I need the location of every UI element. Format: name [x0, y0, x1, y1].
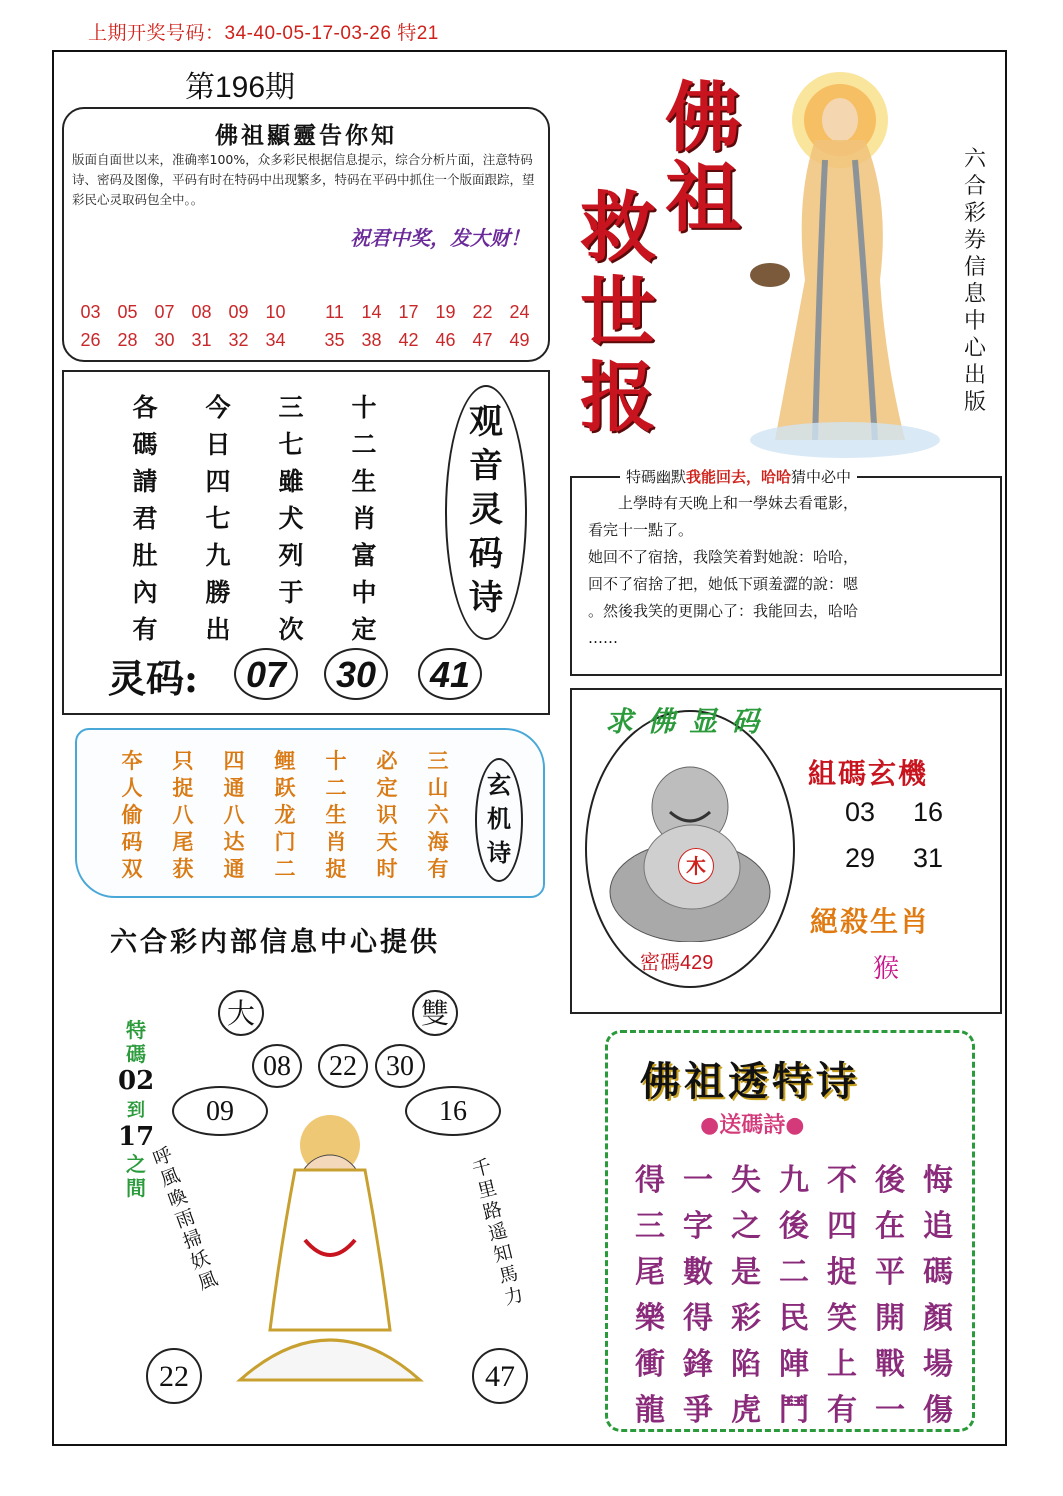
guanyin-label-char: 码: [469, 534, 503, 574]
number-cell: 30: [154, 330, 175, 350]
number-cell: 09: [228, 302, 249, 322]
xuanji-poem-char: 通: [223, 856, 245, 881]
xuanji-poem-char: 捉: [172, 775, 194, 800]
number-row-2-left: [72, 330, 294, 351]
element-badge: 木: [678, 848, 714, 884]
xuanji-poem-char: 肖: [325, 829, 347, 854]
guanyin-poem-char: 勝: [205, 578, 231, 607]
guanyin-poem-char: 日: [205, 430, 231, 459]
tema-from: 02: [118, 1066, 155, 1096]
te-poem-char: 後: [875, 1163, 905, 1198]
guanyin-poem-char: 雖: [278, 467, 304, 496]
te-poem-char: 二: [779, 1255, 809, 1290]
publisher-char: 心: [963, 336, 986, 361]
guanyin-poem-char: 各: [132, 393, 158, 422]
te-poem-char: 得: [635, 1163, 665, 1198]
guanyin-label-char: 观: [469, 402, 503, 442]
te-poem-char: 民: [779, 1301, 809, 1336]
lingma-number: 30: [324, 648, 388, 700]
te-poem-subtitle: ●送碼詩●: [700, 1112, 805, 1138]
xuanji-poem-char: 二: [325, 775, 347, 800]
title-char-shi: 世: [580, 268, 656, 357]
xuanji-poem-char: 达: [223, 829, 245, 854]
xuanji-poem-char: 门: [274, 829, 296, 854]
combo-number: 16: [913, 797, 944, 827]
publisher-vertical-text: [962, 146, 988, 416]
title-char-bao: 报: [580, 353, 656, 442]
joke-line: 。然後我笑的更開心了：我能回去，哈哈: [588, 602, 859, 620]
number-cell: 31: [191, 330, 212, 350]
number-cell: 17: [398, 302, 419, 322]
te-poem-char: 不: [827, 1163, 857, 1198]
te-poem-char: 爭: [683, 1393, 713, 1428]
publisher-char: 版: [963, 390, 986, 415]
guanyin-poem-char: 二: [351, 430, 377, 459]
publisher-char: 中: [963, 309, 986, 334]
lingma-label: 灵码:: [108, 656, 199, 701]
guanyin-poem-char: 肖: [351, 504, 377, 533]
xuanji-poem-char: 人: [121, 775, 143, 800]
xuanji-poem-char: 只: [172, 748, 194, 773]
guanyin-poem-char: 出: [205, 615, 231, 644]
tema-top-label: 特碼: [126, 1018, 146, 1066]
guanyin-poem-char: 富: [351, 541, 377, 570]
te-poem-char: 之: [731, 1209, 761, 1244]
xuanji-poem-char: 跃: [274, 775, 296, 800]
combo-number: 29: [845, 843, 876, 873]
kill-zodiac-value: 猴: [873, 954, 900, 984]
xuanji-poem-char: 六: [427, 802, 449, 827]
guanyin-poem-char: 七: [278, 430, 304, 459]
right-oval-number: 16: [405, 1086, 501, 1136]
te-poem-char: 尾: [635, 1255, 665, 1290]
te-poem-char: 顏: [923, 1301, 953, 1336]
xuanji-label-char: 玄: [487, 770, 511, 799]
number-cell: 14: [361, 302, 382, 322]
guanyin-poem-label: [466, 400, 506, 620]
number-row-2-right: [316, 330, 538, 351]
te-poem-char: 得: [683, 1301, 713, 1336]
te-poem-char: 在: [875, 1209, 905, 1244]
xuanji-poem-char: 夲: [121, 748, 143, 773]
xuanji-poem-char: 识: [376, 802, 398, 827]
te-poem-char: 傷: [923, 1393, 953, 1428]
number-cell: 08: [191, 302, 212, 322]
publisher-char: 彩: [963, 201, 986, 226]
last-draw-line: 上期开奖号码：34-40-05-17-03-26 特21: [88, 23, 439, 44]
te-poem-char: 後: [779, 1209, 809, 1244]
combo-number: 31: [913, 843, 944, 873]
te-poem-title: 佛祖透特诗: [640, 1058, 860, 1105]
guanyin-poem-char: 請: [132, 467, 158, 496]
xuanji-poem-char: 偷: [121, 802, 143, 827]
te-poem-char: 字: [683, 1209, 713, 1244]
guanyin-poem-char: 九: [205, 541, 231, 570]
lingma-number: 07: [234, 648, 298, 700]
bottom-right-number: 47: [472, 1348, 528, 1404]
combo-number: 03: [845, 797, 876, 827]
guanyin-poem-char: 次: [278, 615, 304, 644]
xuanji-poem-char: 八: [223, 802, 245, 827]
right-verse-char: 力: [501, 1283, 526, 1310]
te-poem-char: 九: [779, 1163, 809, 1198]
xuanji-label-char: 机: [487, 804, 511, 833]
publisher-char: 息: [963, 282, 986, 307]
joke-line: 看完十一點了。: [588, 521, 694, 539]
guanyin-poem-char: 四: [205, 467, 231, 496]
xuanji-label-char: 诗: [487, 838, 511, 867]
info-box-title: 佛祖顯靈告你知: [215, 122, 397, 149]
left-verse-char: 風: [157, 1164, 183, 1192]
te-poem-char: 數: [683, 1255, 713, 1290]
number-cell: 38: [361, 330, 382, 350]
xuanji-poem-char: 定: [376, 775, 398, 800]
right-verse-char: 遥: [485, 1219, 510, 1246]
number-row-1-right: [316, 302, 538, 323]
te-poem-char: 是: [731, 1255, 761, 1290]
xuanji-poem-char: 必: [376, 748, 398, 773]
publisher-char: 合: [963, 174, 986, 199]
number-cell: 07: [154, 302, 175, 322]
xuanji-poem-char: 海: [427, 829, 449, 854]
top-number: 08: [252, 1044, 302, 1088]
code-text: 密碼429: [640, 952, 714, 974]
te-poem-char: 一: [683, 1163, 713, 1198]
xuanji-poem-char: 双: [121, 856, 143, 881]
xuanji-poem-char: 捉: [325, 856, 347, 881]
te-poem-char: 笑: [827, 1301, 857, 1336]
guanyin-poem-char: 今: [205, 393, 231, 422]
number-cell: 10: [265, 302, 286, 322]
guanyin-poem-char: 中: [351, 578, 377, 607]
te-poem-char: 捉: [827, 1255, 857, 1290]
xuanji-poem-char: 码: [121, 829, 143, 854]
te-poem-char: 四: [827, 1209, 857, 1244]
number-cell: 24: [509, 302, 530, 322]
joke-heading-suffix: 猜中必中: [791, 468, 852, 486]
te-poem-char: 場: [923, 1347, 953, 1382]
te-poem-char: 上: [827, 1347, 857, 1382]
title-char-fo: 佛: [665, 73, 741, 162]
lingma-number: 41: [418, 648, 482, 700]
te-poem-char: 平: [875, 1255, 905, 1290]
te-poem-char: 鋒: [683, 1347, 713, 1382]
number-cell: 28: [117, 330, 138, 350]
guanyin-label-char: 音: [469, 446, 503, 486]
left-verse-char: 喚: [165, 1184, 191, 1213]
provider-line: 六合彩内部信息中心提供: [110, 927, 440, 958]
publisher-char: 六: [963, 147, 986, 172]
left-verse-char: 雨: [172, 1205, 198, 1233]
number-cell: 34: [265, 330, 286, 350]
te-poem-char: 一: [875, 1393, 905, 1428]
buddha-arc-label: 求佛显码: [605, 705, 774, 738]
joke-line: 上學時有天晚上和一學妹去看電影，: [588, 494, 859, 512]
right-verse-char: 馬: [496, 1262, 521, 1289]
number-cell: 49: [509, 330, 530, 350]
joke-heading-highlight: 我能回去，哈哈: [686, 468, 792, 486]
joke-line: 她回不了宿捨，我陰笑着對她說：哈哈，: [588, 548, 859, 566]
left-verse-char: 掃: [180, 1226, 206, 1254]
guanyin-poem-char: 定: [351, 615, 377, 644]
te-poem-char: 失: [731, 1163, 761, 1198]
number-row-1-left: [72, 302, 294, 323]
left-verse-char: 風: [195, 1267, 221, 1295]
xuanji-poem-char: 通: [223, 775, 245, 800]
xuanji-poem-char: 鲤: [274, 748, 296, 773]
te-poem-char: 虎: [731, 1393, 761, 1428]
publisher-char: 券: [963, 228, 986, 253]
guanyin-poem-char: 七: [205, 504, 231, 533]
te-poem-char: 三: [635, 1209, 665, 1244]
number-cell: 46: [435, 330, 456, 350]
kill-zodiac-title: 絕殺生肖: [810, 905, 931, 938]
guanyin-poem-char: 犬: [278, 504, 304, 533]
right-verse-char: 千: [470, 1155, 494, 1182]
xuanji-poem-char: 有: [427, 856, 449, 881]
te-poem-char: 有: [827, 1393, 857, 1428]
info-box-wish: 祝君中奖，发大财！: [350, 226, 530, 250]
guanyin-poem-char: 內: [132, 578, 158, 607]
joke-heading: [620, 466, 857, 487]
guanyin-poem-char: 三: [278, 393, 304, 422]
right-verse-char: 知: [491, 1240, 516, 1267]
te-poem-char: 樂: [635, 1301, 665, 1336]
left-verse-char: 妖: [187, 1246, 214, 1275]
te-poem-char: 開: [875, 1301, 905, 1336]
tema-to: 17: [118, 1122, 155, 1152]
xuanji-poem-char: 十: [325, 748, 347, 773]
joke-line: ……: [588, 629, 618, 647]
number-cell: 35: [324, 330, 345, 350]
te-poem-char: 陣: [779, 1347, 809, 1382]
te-poem-char: 衝: [635, 1347, 665, 1382]
joke-heading-prefix: 特碼幽默: [626, 468, 687, 486]
publisher-char: 信: [963, 255, 986, 280]
xuanji-poem-char: 尾: [172, 829, 194, 854]
number-cell: 26: [80, 330, 101, 350]
number-cell: 11: [325, 302, 344, 322]
number-cell: 47: [472, 330, 493, 350]
big-label: 大: [218, 990, 264, 1036]
number-cell: 19: [435, 302, 456, 322]
guanyin-poem-char: 碼: [132, 430, 158, 459]
xuanji-poem-char: 生: [325, 802, 347, 827]
xuanji-poem-char: 时: [376, 856, 398, 881]
xuanji-poem-char: 天: [376, 829, 398, 854]
double-label: 雙: [412, 990, 458, 1036]
title-char-jiu: 救: [580, 183, 656, 272]
combo-title: 組碼玄機: [808, 757, 929, 790]
xuanji-poem-char: 山: [427, 775, 449, 800]
guanyin-poem-char: 于: [278, 578, 304, 607]
te-poem-char: 碼: [923, 1255, 953, 1290]
xuanji-poem-char: 二: [274, 856, 296, 881]
guanyin-poem-char: 列: [278, 541, 304, 570]
guanyin-poem-char: 十: [351, 393, 377, 422]
xuanji-poem-char: 获: [172, 856, 194, 881]
te-poem-char: 悔: [923, 1163, 953, 1198]
bottom-left-number: 22: [146, 1348, 202, 1404]
left-oval-number: 09: [172, 1086, 268, 1136]
guanyin-poem-char: 有: [132, 615, 158, 644]
tema-end-label: 之間: [126, 1152, 146, 1200]
number-cell: 22: [472, 302, 493, 322]
left-verse-char: 呼: [150, 1143, 176, 1171]
number-cell: 03: [80, 302, 101, 322]
info-box-body: 版面自面世以来，准确率100%，众多彩民根据信息提示，综合分析片面，注意特码诗、密码及图像，平码有时在特码中出现繁多，特码在平码中抓住一个版面跟踪，望彩民心灵取码包全中。。: [72, 152, 535, 207]
te-poem-char: 戰: [875, 1347, 905, 1382]
guanyin-seated-image: [210, 1100, 450, 1400]
guanyin-poem-char: 生: [351, 467, 377, 496]
top-number: 22: [318, 1044, 368, 1088]
right-verse-char: 里: [475, 1176, 500, 1203]
te-poem-char: 鬥: [779, 1393, 809, 1428]
laughing-buddha-image: [600, 752, 780, 942]
title-char-zu: 祖: [665, 153, 741, 242]
guanyin-label-char: 诗: [469, 578, 503, 618]
guanyin-standing-image: [735, 60, 950, 460]
guanyin-poem-char: 肚: [132, 541, 158, 570]
guanyin-poem-char: 君: [132, 504, 158, 533]
te-poem-char: 陷: [731, 1347, 761, 1382]
te-poem-char: 追: [923, 1209, 953, 1244]
xuanji-poem-char: 四: [223, 748, 245, 773]
number-cell: 42: [398, 330, 419, 350]
right-verse-char: 路: [480, 1198, 505, 1225]
te-poem-char: 龍: [635, 1393, 665, 1428]
publisher-char: 出: [963, 363, 986, 388]
tema-range: [118, 1018, 154, 1200]
xuanji-poem-char: 龙: [274, 802, 296, 827]
te-poem-char: 彩: [731, 1301, 761, 1336]
number-cell: 32: [228, 330, 249, 350]
joke-body: [588, 490, 992, 652]
issue-number: 第196期: [185, 71, 296, 104]
number-cell: 05: [117, 302, 138, 322]
joke-line: 回不了宿捨了把，她低下頭羞澀的說：嗯: [588, 575, 859, 593]
guanyin-label-char: 灵: [469, 490, 503, 530]
xuanji-label: [482, 768, 516, 870]
tema-to-label: 到: [127, 1100, 145, 1121]
xuanji-poem-char: 三: [427, 748, 449, 773]
top-number: 30: [375, 1044, 425, 1088]
xuanji-poem-char: 八: [172, 802, 194, 827]
